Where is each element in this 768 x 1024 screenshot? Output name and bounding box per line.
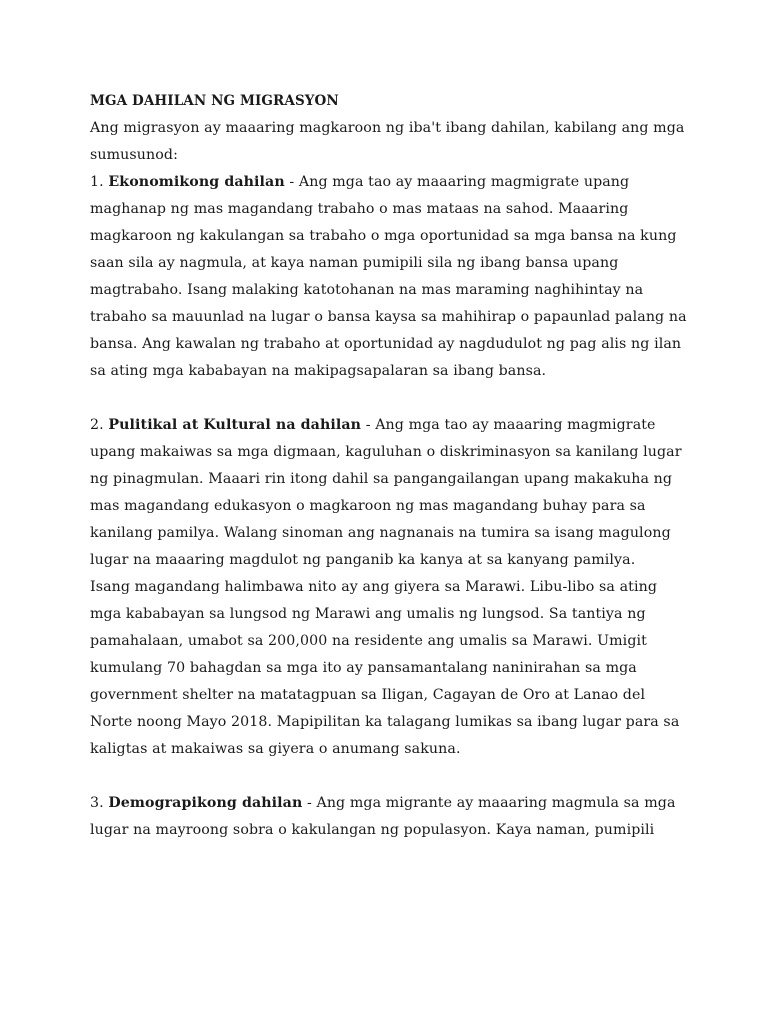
- paragraph-spacer: [90, 385, 690, 412]
- section-1: [90, 169, 690, 385]
- section-2-heading: Pulitikal at Kultural na dahilan: [108, 417, 362, 433]
- intro-paragraph: Ang migrasyon ay maaaring magkaroon ng iba't ibang dahilan, kabilang ang mga sumusunod:: [90, 120, 685, 163]
- section-2-example: Isang magandang halimbawa nito ay ang giyera sa Marawi. Libu-libo sa ating mga kababayan sa lungsod ng Marawi ang umalis ng lungsod. Sa tantiya ng pamahalaan, umabot sa 200,000 na residente ang umalis sa Marawi. Umigit kumulang 70 bahagdan sa mga ito ay pansamantalang naninirahan sa mga government shelter na matatagpuan sa Iligan, Cagayan de Oro at Lanao del Norte noong Mayo 2018. Mapipilitan ka talagang lumikas sa ibang lugar para sa kaligtas at makaiwas sa giyera o anumang sakuna.: [90, 579, 680, 757]
- section-3: [90, 790, 690, 844]
- document-page: [90, 88, 690, 844]
- document-title: MGA DAHILAN NG MIGRASYON: [90, 93, 339, 109]
- section-2: [90, 412, 690, 574]
- section-3-body: - Ang mga migrante ay maaaring magmula sa mga lugar na mayroong sobra o kakulangan ng populasyon. Kaya naman, pumipili: [90, 795, 676, 838]
- section-2-body: - Ang mga tao ay maaaring magmigrate upang makaiwas sa mga digmaan, kaguluhan o diskriminasyon sa kanilang lugar ng pinagmulan. Maaari rin itong dahil sa pangangailangan upang makakuha ng mas magandang edukasyon o magkaroon ng mas magandang buhay para sa kanilang pamilya. Walang sinoman ang nagnanais na tumira sa isang magulong lugar na maaaring magdulot ng panganib ka kanya at sa kanyang pamilya.: [90, 417, 682, 568]
- section-1-number: 1.: [90, 174, 104, 190]
- section-3-heading: Demograpikong dahilan: [108, 795, 303, 811]
- section-1-body: - Ang mga tao ay maaaring magmigrate upang maghanap ng mas magandang trabaho o mas mataas na sahod. Maaaring magkaroon ng kakulangan sa trabaho o mga oportunidad sa mga bansa na kung saan sila ay nagmula, at kaya naman pumipili sila ng ibang bansa upang magtrabaho. Isang malaking katotohanan na mas maraming naghihintay na trabaho sa mauunlad na lugar o bansa kaysa sa mahihirap o papaunlad palang na bansa. Ang kawalan ng trabaho at oportunidad ay nagdudulot ng pag alis ng ilan sa ating mga kababayan na makipagsapalaran sa ibang bansa.: [90, 174, 687, 379]
- section-1-heading: Ekonomikong dahilan: [108, 174, 285, 190]
- paragraph-spacer: [90, 763, 690, 790]
- section-3-number: 3.: [90, 795, 104, 811]
- section-2-number: 2.: [90, 417, 104, 433]
